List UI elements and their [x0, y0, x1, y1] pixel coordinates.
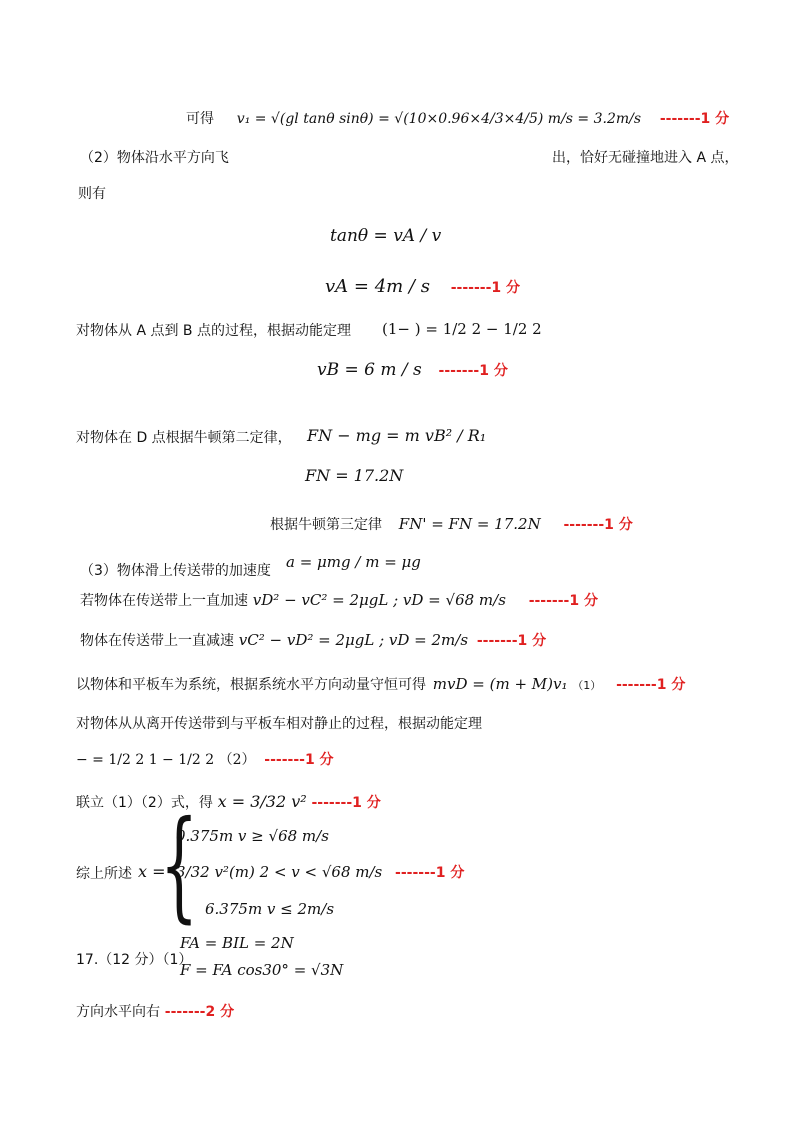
formula-a: a = μmg / m = μg — [286, 553, 421, 571]
line-momentum — [76, 674, 685, 696]
score-mark: -------1 分 — [659, 111, 730, 127]
text-accelerate: 若物体在传送带上一直加速 — [80, 593, 248, 609]
formula-leave: − = 1/2 2 1 − 1/2 2 （2） — [76, 752, 256, 768]
symbol-x-eq: x = — [138, 862, 166, 881]
formula-fn-d: FN − mg = m vB² / R₁ — [307, 426, 487, 445]
score-mark: -------1 分 — [450, 280, 521, 296]
score-mark: -------1 分 — [264, 752, 334, 768]
score-mark: -------1 分 — [616, 677, 686, 693]
score-mark: -------1 分 — [563, 517, 633, 533]
text-a-to-b: 对物体从 A 点到 B 点的过程，根据动能定理 — [76, 323, 351, 339]
score-mark: -------2 分 — [164, 1004, 235, 1020]
formula-vb: vB = 6 m / s — [317, 360, 422, 380]
text-zeyou: 则有 — [78, 186, 106, 202]
text-kede: 可得 — [186, 111, 214, 127]
text-q2-left: （2）物体沿水平方向飞 — [80, 150, 229, 166]
case-two: 3/32 v²(m) 2 < v < √68 m/s — [176, 863, 383, 881]
text-q17: 17.（12 分）（1） — [76, 952, 193, 968]
formula-decelerate: vC² − vD² = 2μgL ; vD = 2m/s — [238, 631, 469, 649]
text-momentum: 以物体和平板车为系统，根据系统水平方向动量守恒可得 — [76, 677, 426, 693]
text-third-law: 根据牛顿第三定律 — [270, 517, 382, 533]
formula-fn: FN = 17.2N — [305, 466, 404, 485]
formula-momentum: mvD = (m + M)v₁ — [432, 675, 568, 693]
score-mark: -------1 分 — [528, 593, 598, 609]
line-direction — [76, 1001, 234, 1022]
text-summary: 综上所述 — [76, 866, 132, 882]
text-direction: 方向水平向右 — [76, 1004, 160, 1020]
line-accelerate — [80, 590, 598, 611]
case-three: 6.375m v ≤ 2m/s — [205, 900, 335, 918]
text-combine: 联立（1）（2）式，得 — [76, 795, 213, 811]
formula-combine: x = 3/32 v² — [217, 792, 307, 811]
text-decelerate: 物体在传送带上一直减速 — [80, 633, 234, 649]
formula-va: vA = 4m / s — [325, 276, 430, 297]
text-q3-acc: （3）物体滑上传送带的加速度 — [80, 563, 271, 579]
line-va — [325, 277, 520, 298]
line-vb — [317, 360, 508, 381]
score-mark: -------1 分 — [476, 633, 547, 649]
text-d-point: 对物体在 D 点根据牛顿第二定律， — [76, 430, 292, 446]
formula-accelerate: vD² − vC² = 2μgL ; vD = √68 m/s — [252, 591, 506, 609]
text-q2-right: 出，恰好无碰撞地进入 A 点， — [552, 150, 739, 166]
case-one: 0.375m v ≥ √68 m/s — [176, 827, 329, 845]
tag-eq1: （1） — [572, 679, 602, 692]
line-leave-eq — [76, 749, 334, 770]
score-mark: -------1 分 — [395, 865, 465, 881]
formula-tan: tanθ = vA / v — [330, 226, 442, 246]
text-leave-belt: 对物体从从离开传送带到与平板车相对静止的过程，根据动能定理 — [76, 716, 482, 732]
formula-ab-energy: (1− ) = 1/2 2 − 1/2 2 — [382, 320, 542, 338]
line-v1 — [186, 108, 729, 129]
score-mark: -------1 分 — [311, 795, 381, 811]
formula-f: F = FA cos30° = √3N — [180, 961, 344, 979]
line-combine — [76, 792, 381, 813]
formula-fn3: FN' = FN = 17.2N — [398, 515, 541, 533]
formula-v1: v₁ = √(gl tanθ sinθ) = √(10×0.96×4/3×4/5) m/s = 3.2m/s — [236, 111, 642, 127]
line-third-law — [270, 514, 633, 535]
line-decelerate — [80, 630, 546, 651]
brace-piecewise: { — [160, 796, 199, 935]
formula-fa: FA = BIL = 2N — [180, 934, 294, 952]
line-case-two — [176, 862, 464, 883]
score-mark: -------1 分 — [438, 363, 508, 379]
